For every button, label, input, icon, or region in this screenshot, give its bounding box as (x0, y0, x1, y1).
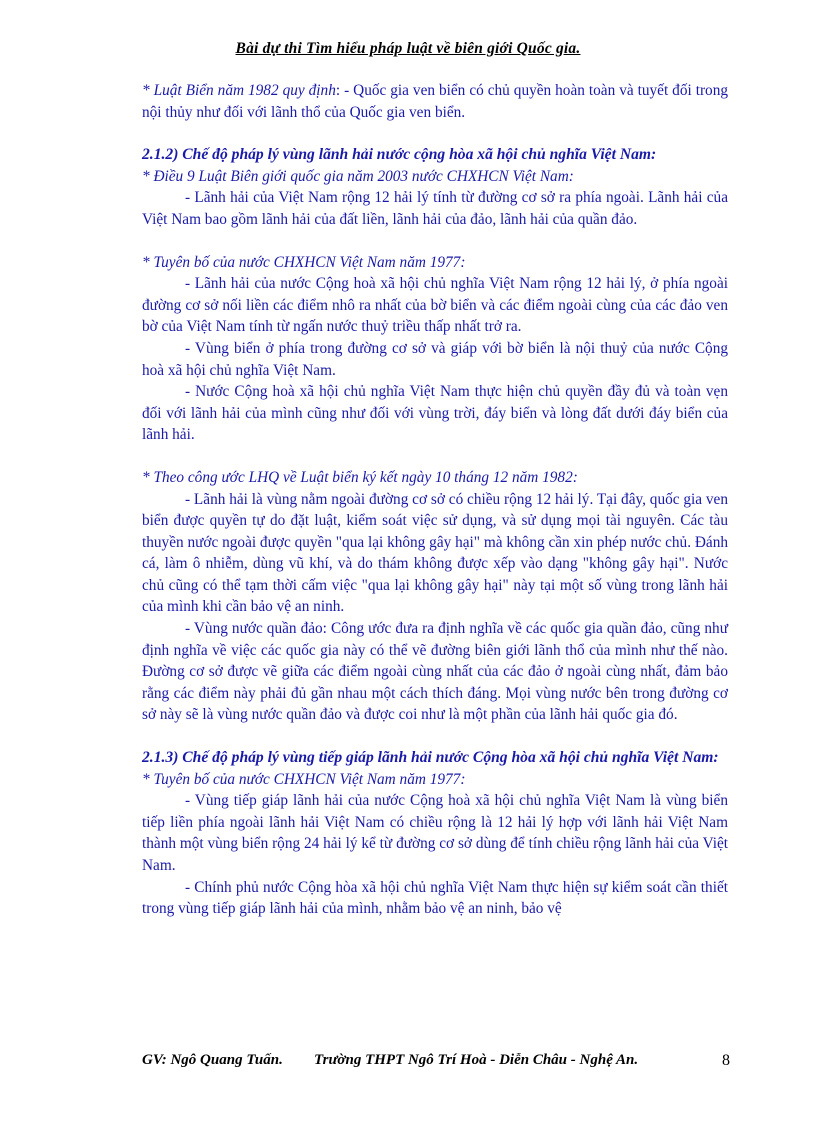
document-body (142, 80, 728, 920)
paragraph: - Chính phủ nước Cộng hòa xã hội chủ nghĩa Việt Nam thực hiện sự kiểm soát cần thiết trong vùng tiếp giáp lãnh hải của mình, nhằm bảo vệ an ninh, bảo vệ (142, 878, 728, 918)
paragraph: - Lãnh hải của Việt Nam rộng 12 hải lý tính từ đường cơ sở ra phía ngoài. Lãnh hải của Việt Nam bao gồm lãnh hải của đất liền, lãnh hải của đảo, lãnh hải của quần đảo. (142, 189, 728, 228)
footer-school: Trường THPT Ngô Trí Hoà - Diễn Châu - Nghệ An. (314, 1052, 639, 1068)
subheading-tuyen-bo-1977: * Tuyên bố của nước CHXHCN Việt Nam năm 1977: (142, 253, 466, 271)
paragraph-luat-bien-1982 (142, 80, 728, 123)
section-heading-2-1-2: 2.1.2) Chế độ pháp lý vùng lãnh hải nước cộng hòa xã hội chủ nghĩa Việt Nam: (142, 146, 657, 164)
paragraph: - Vùng biển ở phía trong đường cơ sở và giáp với bờ biển là nội thuỷ của nước Cộng hoà xã hội chủ nghĩa Việt Nam. (142, 339, 728, 379)
paragraph-text: : - Quốc gia ven biển có chủ quyền hoàn toàn và tuyết đối trong nội thủy như đối với lãnh thổ của Quốc gia ven biển. (142, 82, 728, 121)
footer-author: GV: Ngô Quang Tuấn. (142, 1052, 283, 1068)
paragraph: - Lãnh hải là vùng nằm ngoài đường cơ sở có chiều rộng 12 hải lý. Tại đây, quốc gia ven biển được quyền tự do đặt luật, kiểm soát việc sử dụng, và sử dụng mọi tài nguyên. Các tàu thuyền nước ngoài được quyền "qua lại không gây hại" mà không cần xin phép nước chủ. Đánh cá, làm ô nhiễm, dùng vũ khí, và do thám không được xếp vào dạng "không gây hại". Nước chủ cũng có thể tạm thời cấm việc "qua lại không gây hại" này tại một số vùng trong lãnh hải của mình khi cần bảo vệ an ninh. (142, 490, 728, 616)
page-footer (142, 1052, 730, 1070)
page-header-title: Bài dự thi Tìm hiểu pháp luật về biên giới Quốc gia. (235, 40, 581, 57)
subheading-cong-uoc-lhq: * Theo công ước LHQ về Luật biển ký kết ngày 10 tháng 12 năm 1982: (142, 468, 578, 486)
paragraph: - Lãnh hải của nước Cộng hoà xã hội chủ nghĩa Việt Nam rộng 12 hải lý, ở phía ngoài đường cơ sở nối liền các điểm nhô ra nhất của bờ biển và các điểm ngoài cùng của các đảo ven bờ của Việt Nam tính từ ngấn nước thuỷ triều thấp nhất trở ra. (142, 275, 728, 336)
paragraph: - Vùng tiếp giáp lãnh hải của nước Cộng hoà xã hội chủ nghĩa Việt Nam là vùng biển tiếp liền phía ngoài lãnh hải Việt Nam có chiều rộng là 12 hải lý hợp với lãnh hải Việt Nam thành một vùng biển rộng 24 hải lý kể từ đường cơ sở dùng để tính chiều rộng lãnh hải của Việt Nam. (142, 792, 728, 874)
page-number: 8 (722, 1052, 730, 1069)
section-heading-2-1-3: 2.1.3) Chế độ pháp lý vùng tiếp giáp lãnh hải nước Cộng hòa xã hội chủ nghĩa Việt Nam: (142, 749, 719, 767)
subheading-dieu-9: * Điều 9 Luật Biên giới quốc gia năm 2003 nước CHXHCN Việt Nam: (142, 167, 574, 185)
paragraph-lead: * Luật Biển năm 1982 quy định (142, 82, 336, 99)
paragraph: - Vùng nước quần đảo: Công ước đưa ra định nghĩa về các quốc gia quần đảo, cũng như định nghĩa về việc các quốc gia này có thể vẽ đường biên giới lãnh thổ của mình như thế nào. Đường cơ sở được vẽ giữa các điểm ngoài cùng nhất của các đảo ở ngoài cùng nhất, đảm bảo rằng các điểm này phải đủ gần nhau một cách thích đáng. Mọi vùng nước bên trong đường cơ sở này sẽ là vùng nước quần đảo và được coi như là một phần của lãnh hải quốc gia đó. (142, 620, 728, 724)
paragraph: - Nước Cộng hoà xã hội chủ nghĩa Việt Nam thực hiện chủ quyền đầy đủ và toàn vẹn đối với lãnh hải của mình cũng như đối với vùng trời, đáy biển và lòng đất dưới đáy biển của lãnh hải. (142, 383, 728, 444)
subheading-tuyen-bo-1977: * Tuyên bố của nước CHXHCN Việt Nam năm 1977: (142, 770, 466, 788)
